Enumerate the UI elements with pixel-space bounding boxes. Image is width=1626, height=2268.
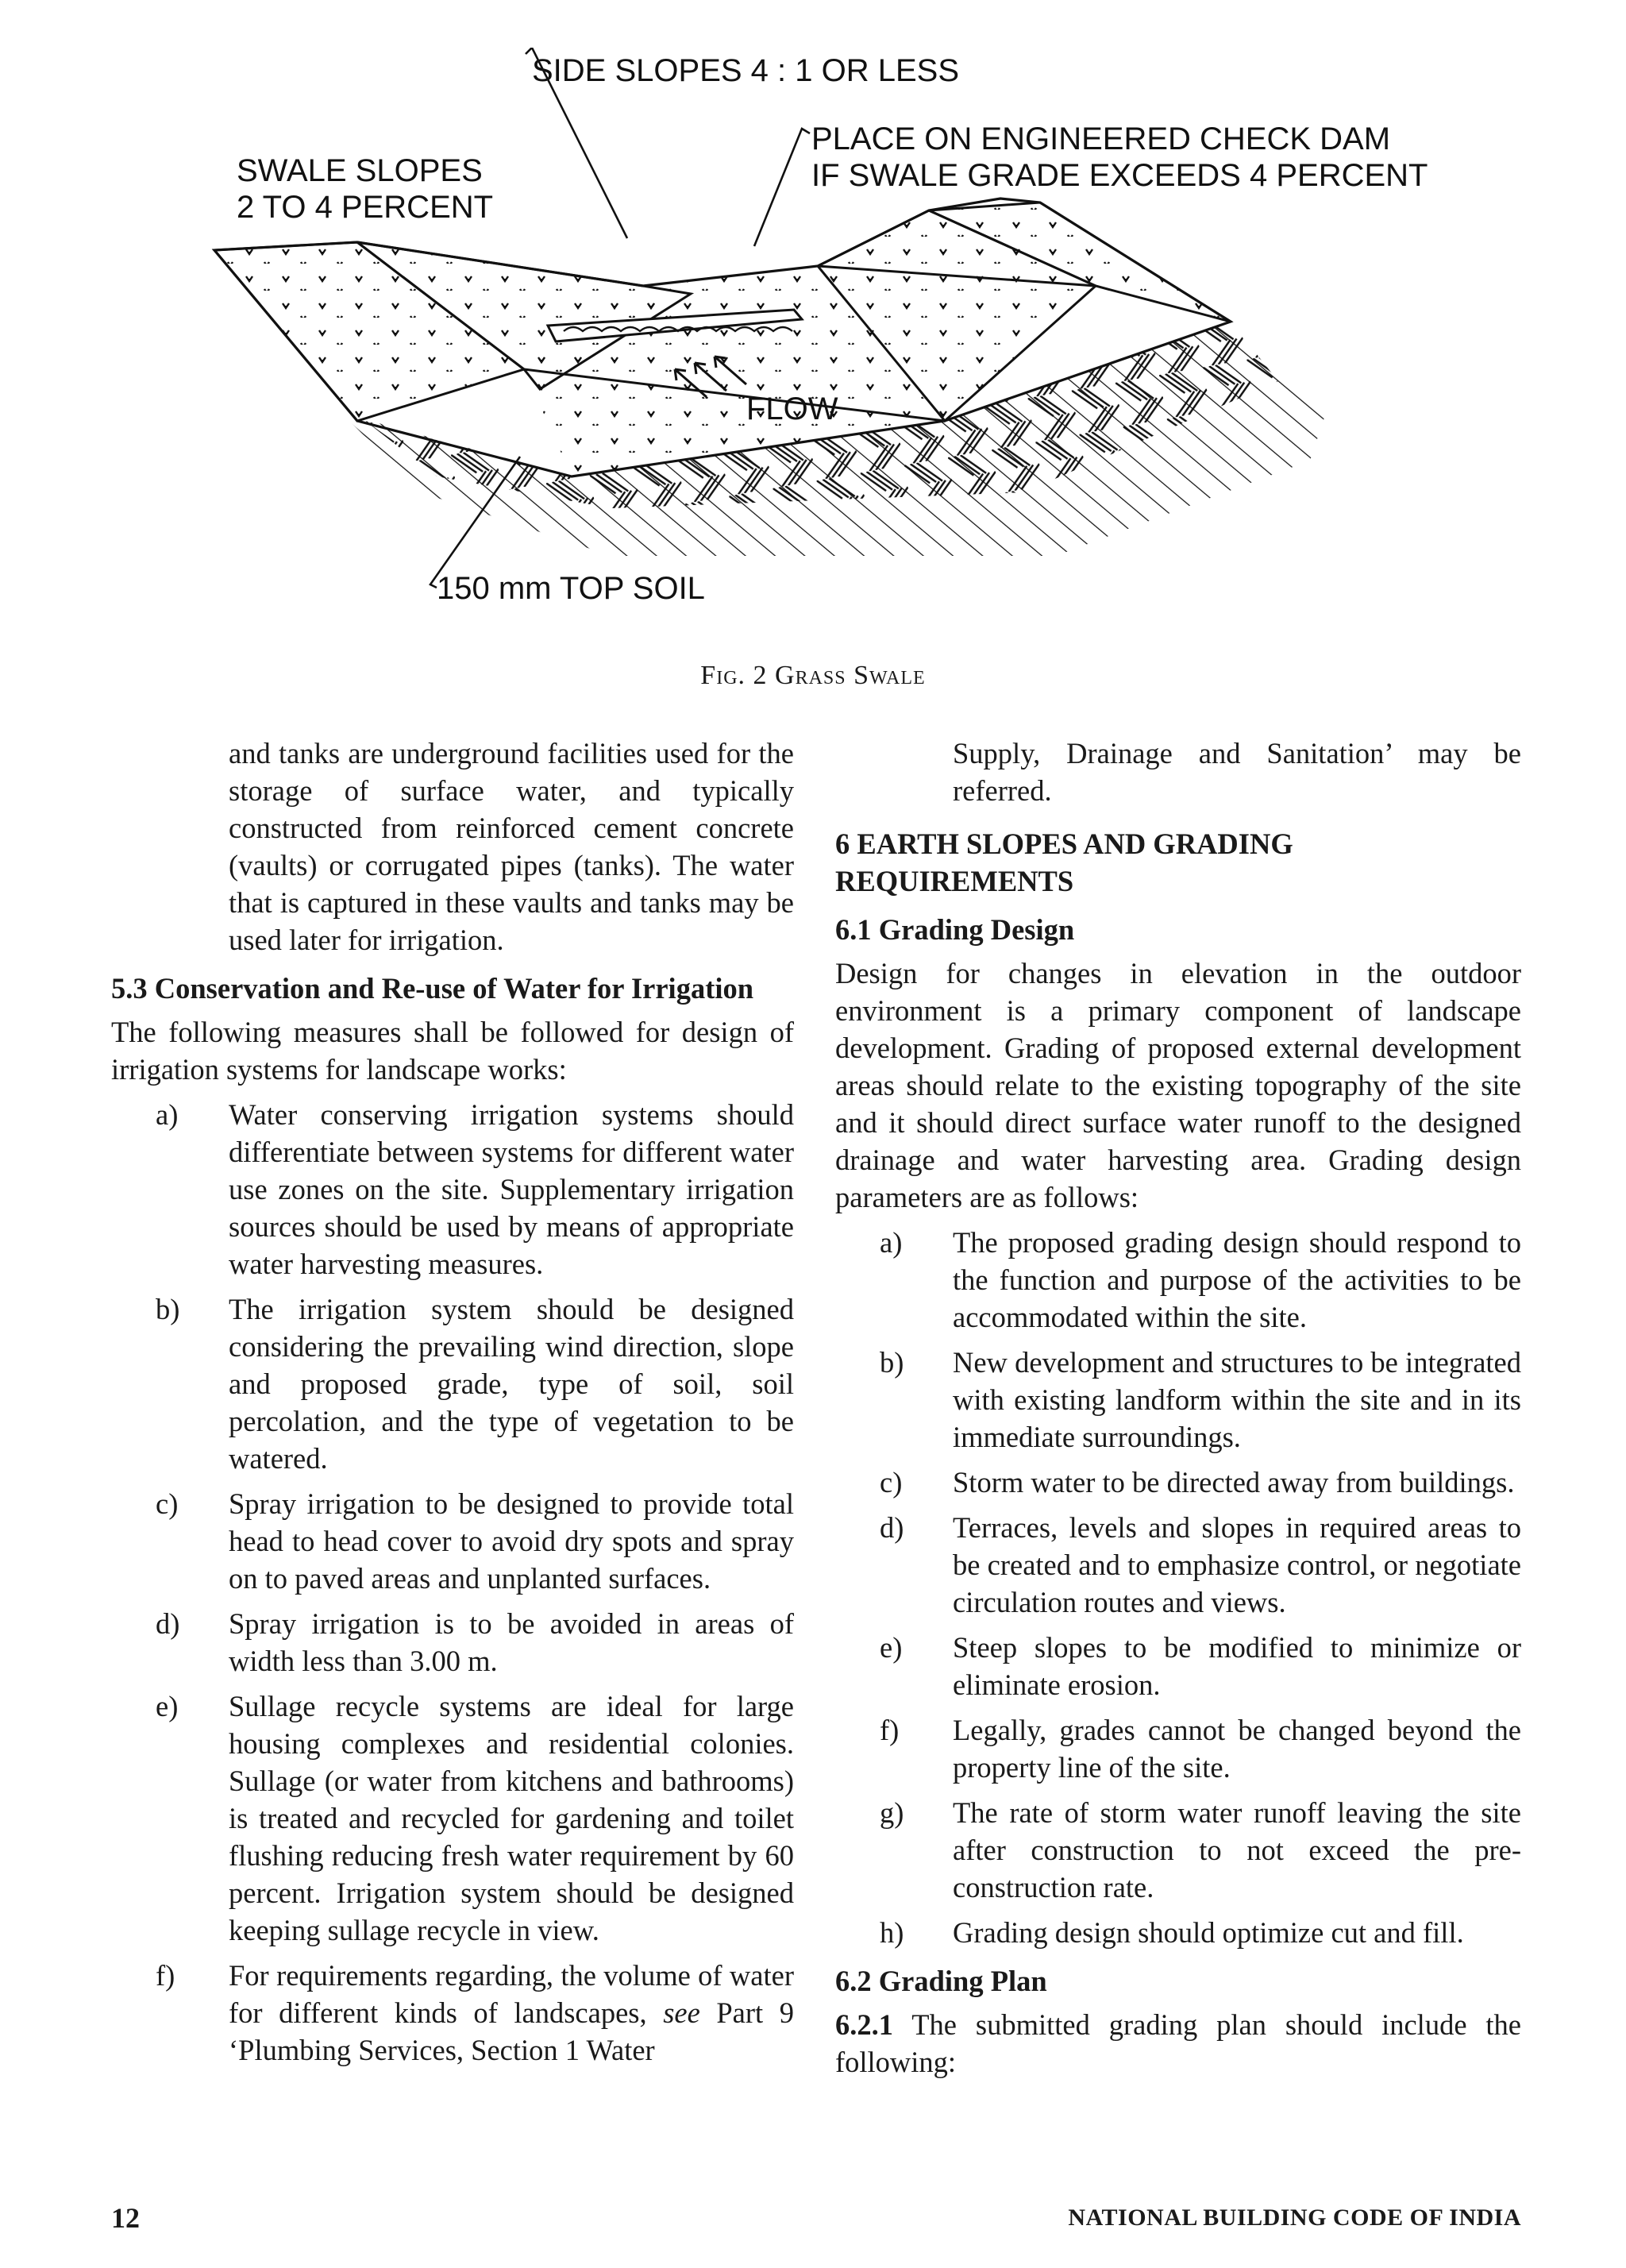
check-dam-leader — [754, 129, 810, 246]
right-column — [835, 735, 1521, 2081]
check-dam-label-2: IF SWALE GRADE EXCEEDS 4 PERCENT — [811, 158, 1428, 193]
paragraph-6-2-1 — [835, 2006, 1521, 2081]
item-text: Legally, grades cannot be changed beyond the property line of the site. — [953, 1714, 1521, 1784]
item-mark: a) — [880, 1226, 903, 1259]
intro-paragraph: The following measures shall be followed for design of irrigation systems for landscape works: — [111, 1016, 794, 1086]
item-mark: h) — [880, 1916, 904, 1949]
page-number: 12 — [111, 2202, 140, 2234]
item-mark: b) — [880, 1346, 904, 1379]
list-item — [111, 1485, 794, 1597]
item-text: Spray irrigation is to be avoided in areas of width less than 3.00 m. — [229, 1607, 794, 1677]
item-text: The irrigation system should be designed considering the prevailing wind direction, slope and proposed grade, type of soil, soil percolation, and the type of vegetation to be watered. — [229, 1293, 794, 1475]
item-text-part: Part 9 ‘Plumbing Services, Section 1 Water — [229, 1996, 795, 2066]
item-text: Sullage recycle systems are ideal for large housing complexes and residential colonies. Sullage (or water from kitchens and bathrooms) is treated and recycled for gardening and toilet flushing reducing fresh water requirement by 60 percent. Irrigation system should be designed keeping sullage recycle in view. — [229, 1690, 794, 1946]
paragraph-6-1: Design for changes in elevation in the outdoor environment is a primary component of landscape development. Grading of proposed external development areas should relate to the existing topography of the site and it should direct surface water runoff to the designed drainage and water harvesting area. Grading design parameters are as follows: — [835, 957, 1521, 1213]
flow-label: FLOW — [746, 392, 838, 426]
side-slopes-label: SIDE SLOPES 4 : 1 OR LESS — [532, 53, 960, 88]
item-text: Terraces, levels and slopes in required areas to be created and to emphasize control, or negotiate circulation routes and views. — [953, 1511, 1521, 1618]
item-mark: f) — [880, 1714, 900, 1746]
item-text: The proposed grading design should respond to the function and purpose of the activities to be accommodated within the site. — [953, 1226, 1521, 1333]
figure-caption: Fig. 2 Grass Swale — [700, 661, 926, 690]
list-item — [835, 1794, 1521, 1906]
item-text: Storm water to be directed away from buildings. — [953, 1466, 1515, 1498]
grass-swale-figure — [198, 48, 1469, 635]
list-item — [111, 1290, 794, 1477]
item-mark: c) — [156, 1487, 179, 1520]
item-mark: f) — [156, 1959, 175, 1992]
item-mark: c) — [880, 1466, 903, 1498]
heading-5-3: 5.3 Conservation and Re-use of Water for Irrigation — [111, 972, 754, 1005]
item-text — [229, 1957, 794, 2069]
heading-6-2: 6.2 Grading Plan — [835, 1965, 1047, 1997]
list-item — [835, 1464, 1521, 1501]
item-mark: a) — [156, 1098, 179, 1131]
item-mark: g) — [880, 1796, 904, 1829]
grading-parameters-list — [835, 1224, 1521, 1951]
list-item — [111, 1096, 794, 1282]
list-item — [835, 1914, 1521, 1951]
item-text: The rate of storm water runoff leaving the site after construction to not exceed the pre-construction rate. — [953, 1796, 1521, 1904]
check-dam-label-1: PLACE ON ENGINEERED CHECK DAM — [811, 122, 1391, 156]
swale-slopes-label-1: SWALE SLOPES — [237, 153, 483, 188]
heading-6-1: 6.1 Grading Design — [835, 913, 1075, 946]
item-mark: e) — [880, 1631, 903, 1664]
item-text: Grading design should optimize cut and fill. — [953, 1916, 1464, 1949]
item-mark: d) — [156, 1607, 180, 1640]
item-mark: b) — [156, 1293, 180, 1325]
left-column — [111, 735, 794, 2077]
irrigation-measures-list — [111, 1096, 794, 2069]
continuation-paragraph: and tanks are underground facilities used for the storage of surface water, and typically constructed from reinforced cement concrete (vaults) or corrugated pipes (tanks). The water that is captured in these vaults and tanks may be used later for irrigation. — [229, 737, 794, 956]
item-text: New development and structures to be integrated with existing landform within the site and in its immediate surroundings. — [953, 1346, 1521, 1453]
list-item — [111, 1605, 794, 1680]
list-item — [835, 1711, 1521, 1786]
item-text: Spray irrigation to be designed to provide total head to head cover to avoid dry spots and spray on to paved areas and unplanted surfaces. — [229, 1487, 794, 1595]
heading-6: 6 EARTH SLOPES AND GRADING REQUIREMENTS — [835, 827, 1293, 897]
list-item — [835, 1344, 1521, 1456]
list-item — [835, 1629, 1521, 1703]
clause-text: The submitted grading plan should include the following: — [835, 2008, 1521, 2078]
continuation-paragraph: Supply, Drainage and Sanitation’ may be referred. — [953, 737, 1521, 807]
item-mark: d) — [880, 1511, 904, 1544]
item-mark: e) — [156, 1690, 179, 1722]
list-item — [835, 1224, 1521, 1336]
list-item — [111, 1688, 794, 1949]
document-title: NATIONAL BUILDING CODE OF INDIA — [1068, 2204, 1521, 2231]
see-reference: see — [663, 1996, 700, 2029]
top-soil-label: 150 mm TOP SOIL — [437, 571, 705, 606]
list-item — [835, 1509, 1521, 1621]
item-text: Steep slopes to be modified to minimize or eliminate erosion. — [953, 1631, 1521, 1701]
item-text-part: For requirements regarding, the volume of water for different kinds of landscapes, — [229, 1959, 794, 2029]
list-item — [111, 1957, 794, 2069]
clause-number: 6.2.1 — [835, 2008, 893, 2041]
item-text: Water conserving irrigation systems should differentiate between systems for different water use zones on the site. Supplementary irrigation sources should be used by means of appropriate water harvesting measures. — [229, 1098, 794, 1280]
grass-swale-drawing — [198, 48, 1469, 635]
swale-slopes-label-2: 2 TO 4 PERCENT — [237, 190, 494, 225]
